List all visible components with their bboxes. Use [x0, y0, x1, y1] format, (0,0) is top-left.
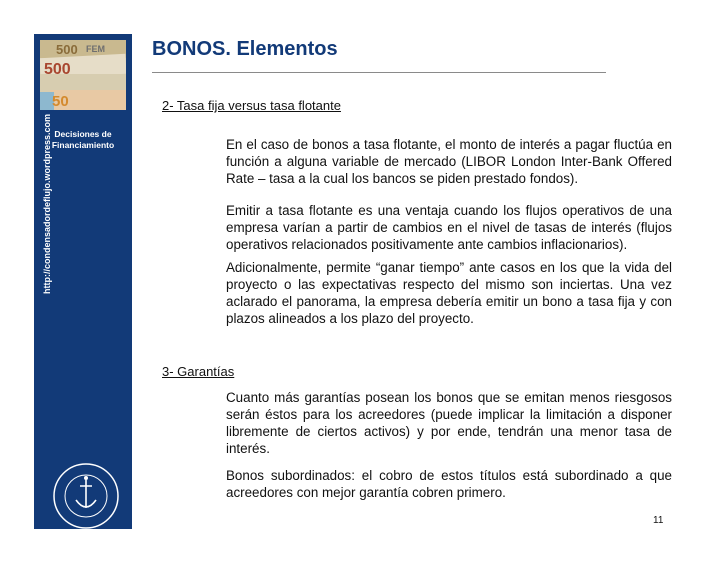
- paragraph: Adicionalmente, permite “ganar tiempo” ante casos en los que la vida del proyecto o las expectativas respecto del mismo son inciertas. Una vez aclarado el panorama, la empresa debería emitir un bono a tasa fija y con plazos alineados a los plazo del proyecto.: [226, 260, 672, 326]
- sidebar-label-line2: Financiamiento: [51, 140, 115, 150]
- page-number: 11: [653, 515, 664, 526]
- sidebar-label-line1: Decisiones de: [54, 129, 112, 139]
- sidebar-url: http://condensadordeflujo.wordpress.com: [42, 113, 52, 294]
- page-title: BONOS. Elementos: [152, 38, 338, 60]
- banknote-text: 500: [56, 42, 78, 57]
- paragraph: Bonos subordinados: el cobro de estos títulos está subordinado a que acreedores con mejor garantía cobren primero.: [226, 468, 672, 500]
- paragraph: En el caso de bonos a tasa flotante, el monto de interés a pagar fluctúa en función a alguna variable de mercado (LIBOR London Inter-Bank Offered Rate – tasa a la cual los bancos se piden prestado fondos).: [226, 137, 672, 186]
- university-seal-icon: [52, 462, 120, 530]
- paragraph: Emitir a tasa flotante es una ventaja cuando los flujos operativos de una empresa varían a partir de cambios en el nivel de tasas de interés (flujos operativos relacionados positivamente ante cambios inflacionarios).: [226, 203, 672, 252]
- paragraph: Cuanto más garantías posean los bonos que se emitan menos riesgosos serán éstos para los acreedores (puede implicar la limitación a disponer libremente de ciertos activos) y por ende, tendrán una menor tasa de interés.: [226, 390, 672, 456]
- banknote-text: FEM: [86, 44, 105, 54]
- sidebar: [34, 34, 132, 529]
- title-divider: [152, 72, 606, 73]
- section-heading: 2- Tasa fija versus tasa flotante: [162, 98, 341, 113]
- banknote-text: 50: [52, 93, 69, 110]
- section-heading: 3- Garantías: [162, 364, 235, 379]
- banknotes-illustration: [40, 40, 126, 110]
- banknote-text: 500: [44, 61, 71, 78]
- banknotes-image: [40, 40, 126, 110]
